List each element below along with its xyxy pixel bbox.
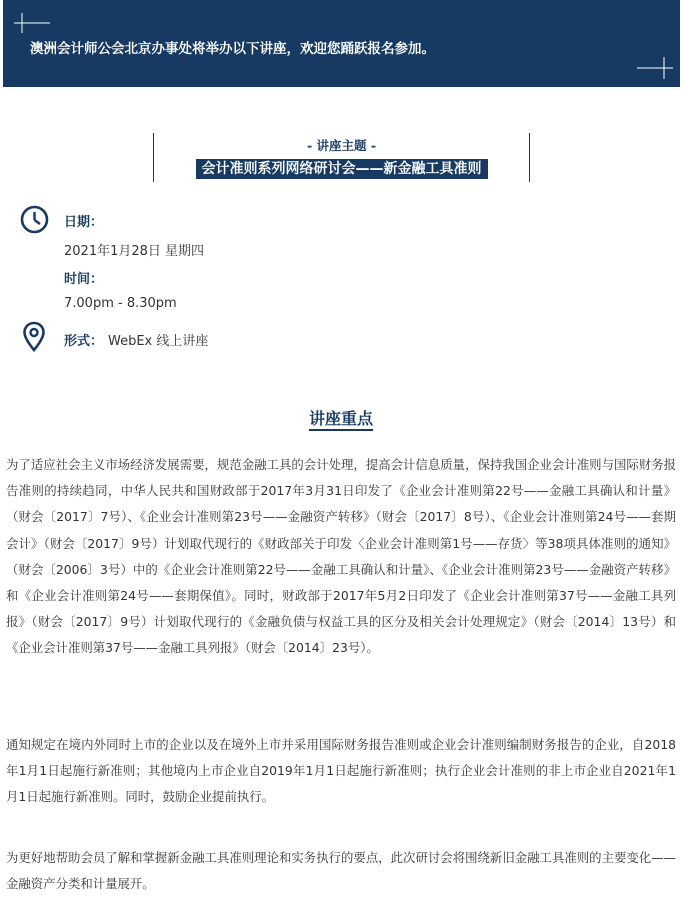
date-value: 2021年1月28日 星期四 [64,244,205,259]
time-label: 时间： [64,272,104,287]
highlights-title-text: 讲座重点 [309,409,373,431]
time-value: 7.00pm - 8.30pm [64,296,177,311]
highlights-paragraph-2: 通知规定在境内外同时上市的企业以及在境外上市并采用国际财务报告准则或企业会计准则编制财务报告的企业，自2018年1月1日起施行新准则；其他境内上市企业自2019年1月1日起施行新准则；执行企业会计准则的非上市企业自2021年1月1日起施行新准则。同时，鼓励企业提前执行。 [6,737,676,805]
topic-title: 会计准则系列网络研讨会——新金融工具准则 [196,159,488,179]
clock-icon [20,205,49,234]
banner-text: 澳洲会计师公会北京办事处将举办以下讲座，欢迎您踊跃报名参加。 [30,41,435,57]
intro-banner [3,0,680,87]
location-pin-icon [22,321,46,353]
highlights-title [0,406,682,429]
corner-ornament-bottom-right [635,57,675,79]
format-label: 形式： [64,334,104,349]
highlights-paragraph-1: 为了适应社会主义市场经济发展需要，规范金融工具的会计处理，提高会计信息质量，保持我国企业会计准则与国际财务报告准则的持续趋同，中华人民共和国财政部于2017年3月31日印发了《企业会计准则第22号——金融工具确认和计量》（财会〔2017〕7号）、《企业会计准则第23号——金融资产转移》（财会〔2017〕8号）、《企业会计准则第24号——套期会计》（财会〔2017〕9号）计划取代现行的《财政部关于印发〈企业会计准则第1号——存货〉等38项具体准则的通知》（财会〔2006〕3号）中的《企业会计准则第22号——金融工具确认和计量》、《企业会计准则第23号——金融资产转移》和《企业会计准则第24号——套期保值》。同时，财政部于2017年5月2日印发了《企业会计准则第37号——金融工具列报》（财会〔2017〕9号）计划取代现行的《金融负债与权益工具的区分及相关会计处理规定》（财会〔2014〕13号）和《企业会计准则第37号——金融工具列报》（财会〔2014〕23号）。 [6,457,676,656]
corner-ornament-top-left [12,13,52,33]
topic-label: - 讲座主题 - [306,138,377,153]
format-value: WebEx 线上讲座 [108,334,209,349]
lecture-topic-box [153,133,530,182]
highlights-paragraph-3: 为更好地帮助会员了解和掌握新金融工具准则理论和实务执行的要点，此次研讨会将围绕新旧金融工具准则的主要变化—— 金融资产分类和计量展开。 [6,850,676,892]
date-label: 日期： [64,215,104,230]
